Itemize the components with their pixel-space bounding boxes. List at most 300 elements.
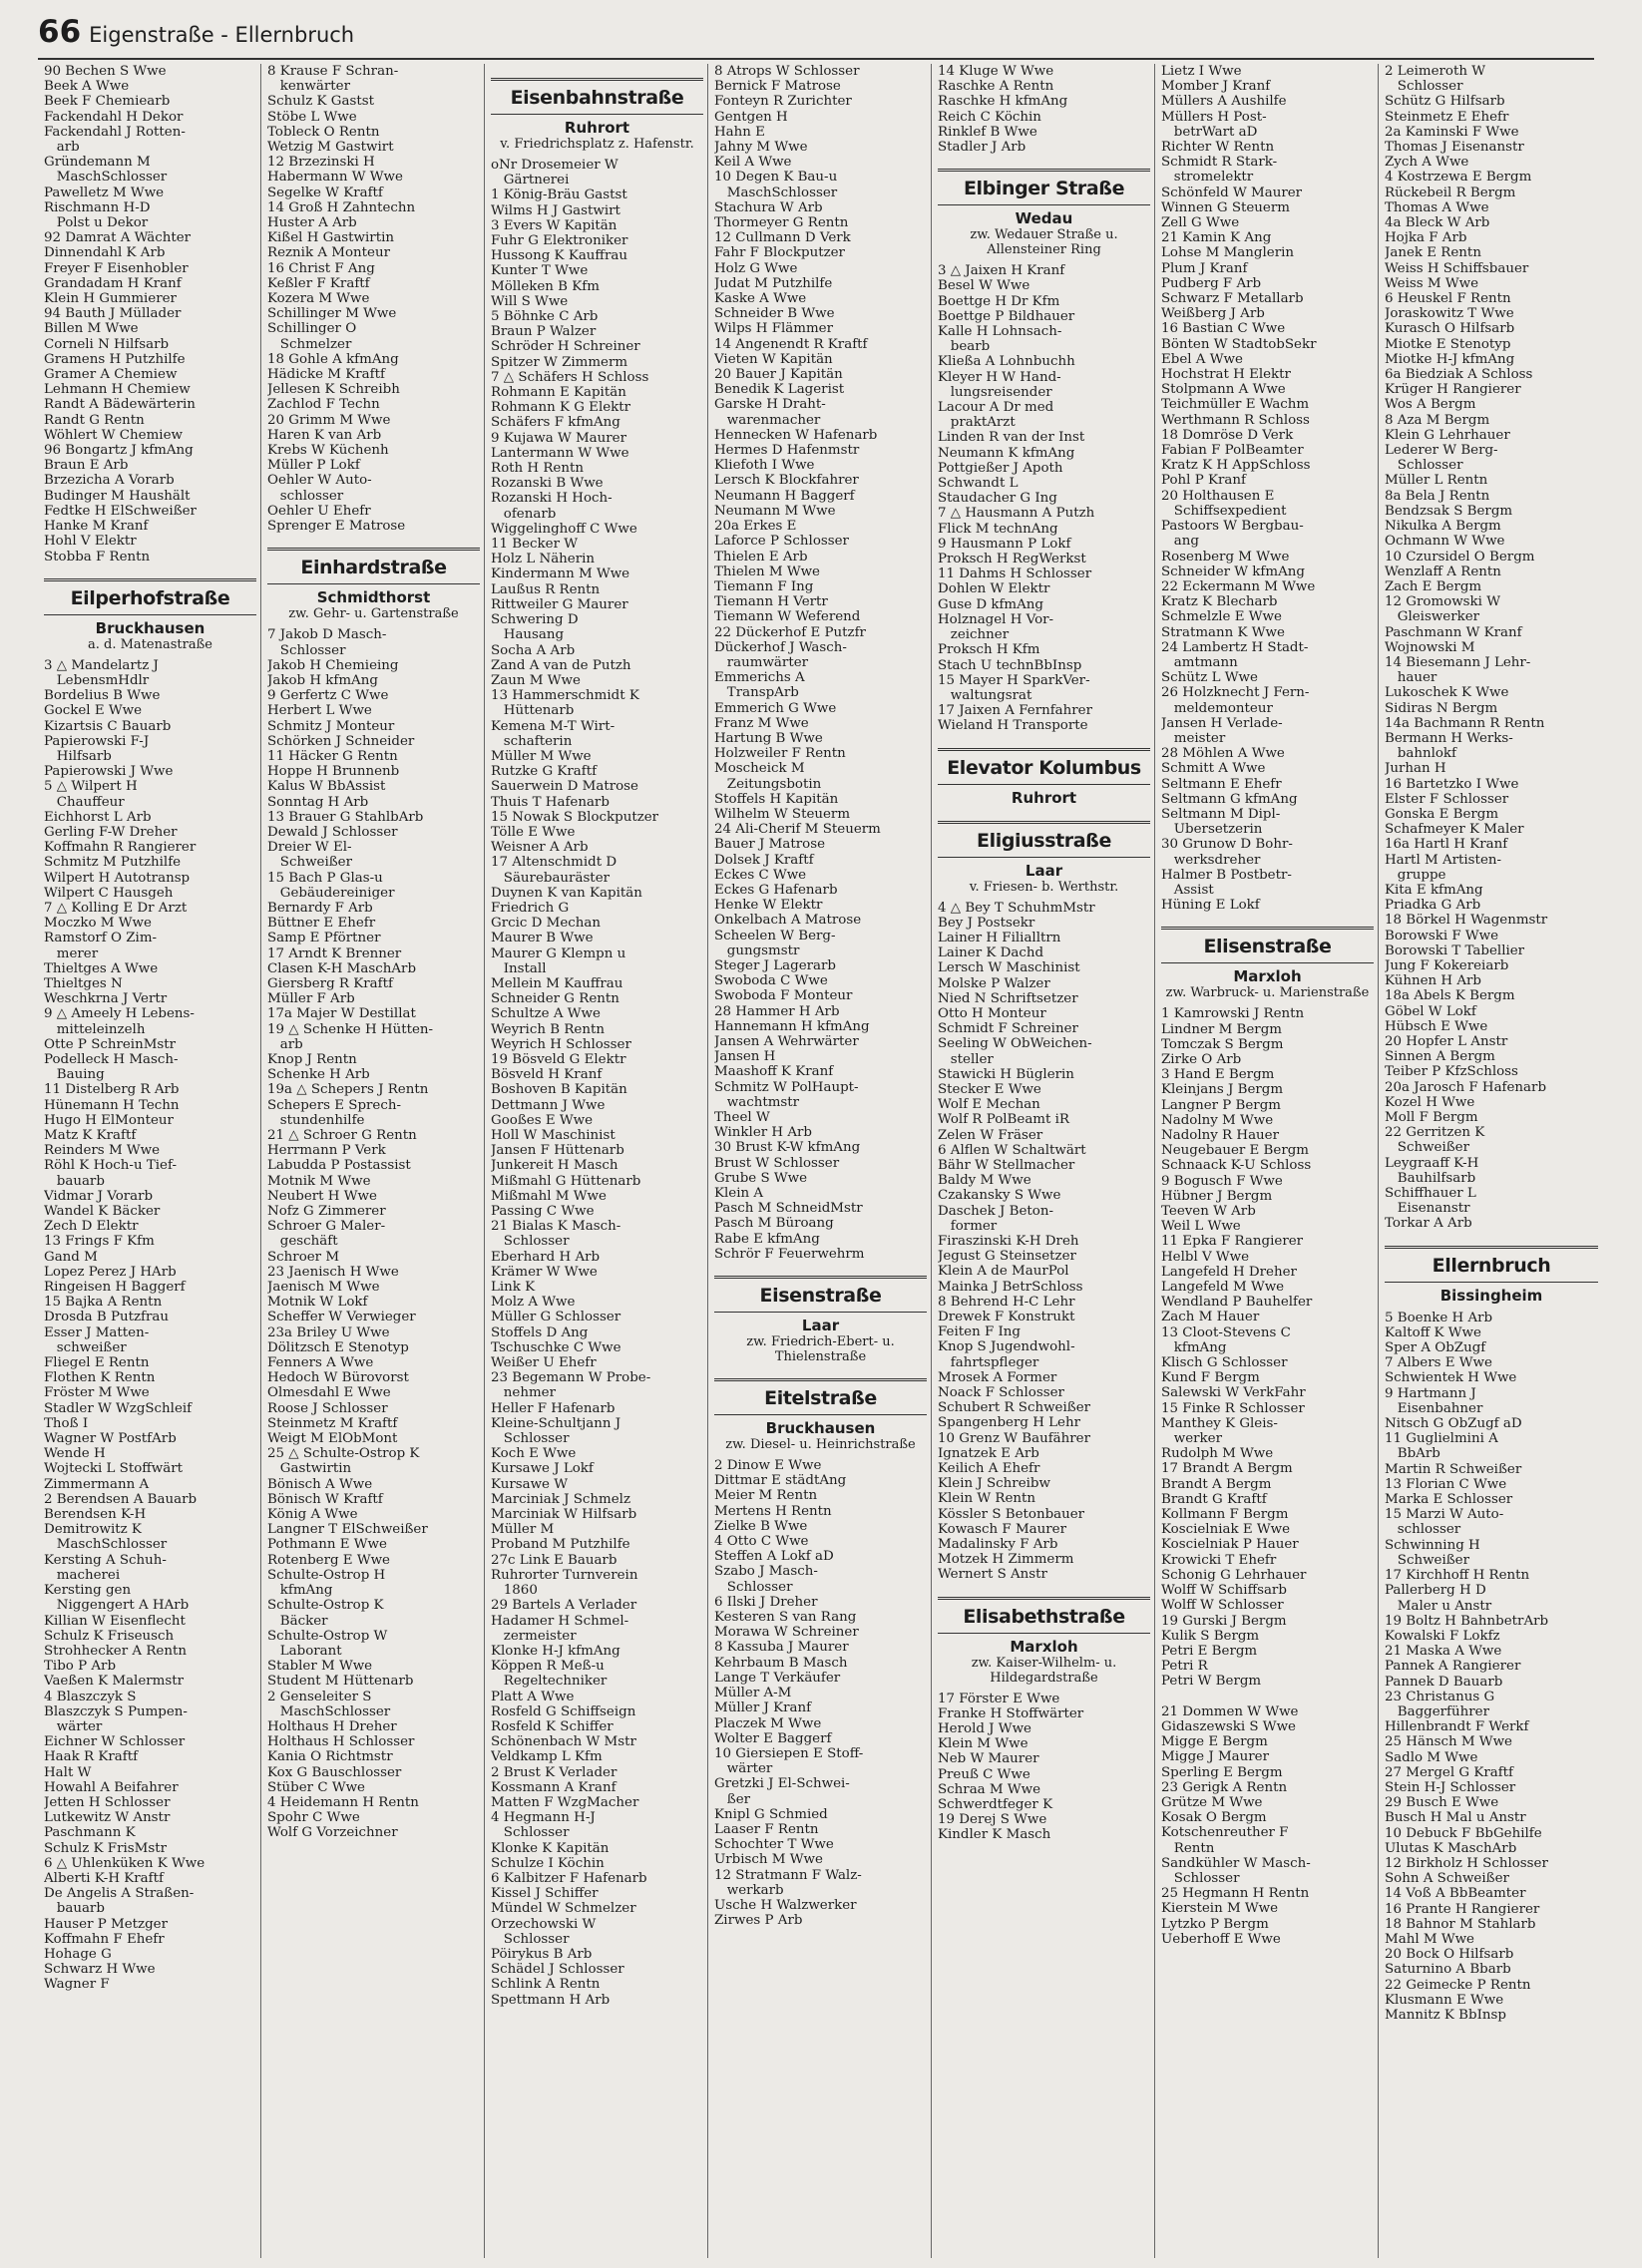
resident-entry: Weyrich B Rentn [491, 1021, 605, 1037]
resident-entry: Wolter E Baggerf [714, 1730, 832, 1746]
resident-entry: Stabler M Wwe [267, 1659, 373, 1675]
resident-entry: MaschSchlosser [44, 170, 168, 186]
resident-entry: Scheffer W Verwieger [267, 1310, 416, 1325]
resident-entry: Bönisch W Kraftf [267, 1491, 383, 1507]
resident-entry: Nofz G Zimmerer [267, 1204, 386, 1220]
resident-entry: 20 Grimm M Wwe [267, 412, 391, 428]
resident-entry: Garske H Draht- [714, 397, 826, 413]
resident-entry: Wendland P Bauhelfer [1161, 1295, 1313, 1311]
resident-entry: Holz L Näherin [491, 552, 596, 567]
resident-entry: Zimmermann A [44, 1476, 150, 1492]
resident-entry: 20a Jarosch F Hafenarb [1385, 1079, 1547, 1095]
resident-entry: Jakob H kfmAng [267, 672, 378, 688]
resident-entry: hauer [1385, 670, 1437, 686]
street-heading-block [1385, 1246, 1598, 1305]
resident-entry: Scheelen W Berg- [714, 928, 836, 944]
resident-entry: Weißberg J Arb [1161, 306, 1265, 322]
resident-entry: Hoppe H Brunnenb [267, 764, 400, 780]
resident-entry: Knop J Rentn [267, 1051, 357, 1067]
resident-entry: Lersch K Blockfahrer [714, 473, 859, 489]
resident-entry: Jansen H [714, 1049, 776, 1065]
resident-entry: Oehler U Ehefr [267, 503, 371, 519]
resident-entry: Kox G Bauschlosser [267, 1764, 402, 1780]
resident-entry: schlosser [1385, 1522, 1461, 1538]
resident-entry: Schweißer [1385, 1552, 1470, 1568]
resident-entry: 5 △ Wilpert H [44, 779, 138, 795]
resident-entry: Schiffsexpedient [1161, 503, 1287, 519]
resident-entry: Wilpert C Hausgeh [44, 885, 174, 901]
resident-entry: waltungsrat [938, 687, 1032, 703]
resident-entry: Neugebauer E Bergm [1161, 1143, 1309, 1159]
directory-column [1379, 64, 1602, 2258]
street-heading-block [938, 821, 1150, 895]
resident-entry: Zirwes P Arb [714, 1913, 803, 1929]
resident-entry: 9 △ Ameely H Lebens- [44, 1006, 195, 1022]
resident-entry: 16 Prante H Rangierer [1385, 1901, 1540, 1917]
resident-entry: Holz G Wwe [714, 260, 798, 276]
resident-entry: Szabo J Masch- [714, 1564, 818, 1580]
resident-entry: Hüttenarb [491, 703, 575, 719]
resident-entry: Schwarz F Metallarb [1161, 291, 1304, 307]
resident-entry: 17 Altenschmidt D [491, 855, 617, 871]
resident-entry: Besel W Wwe [938, 278, 1030, 294]
resident-entry: Schlosser [491, 1825, 570, 1841]
resident-entry: Kund F Bergm [1161, 1370, 1260, 1386]
resident-entry: Müllers A Aushilfe [1161, 94, 1287, 110]
resident-entry: Moscheick M [714, 761, 805, 777]
resident-entry: Thuis T Hafenarb [491, 794, 610, 810]
resident-entry: Schneider W kfmAng [1161, 564, 1305, 579]
street-location: zw. Warbruck- u. Marienstraße [1165, 985, 1370, 1001]
resident-entry: 14 Voß A BbBeamter [1385, 1886, 1526, 1902]
resident-entry: Kemena M-T Wirt- [491, 718, 616, 734]
resident-entry: Freyer F Eisenhobler [44, 260, 189, 276]
resident-entry: Gerling F-W Dreher [44, 824, 178, 840]
resident-entry: Ulutas K MaschArb [1385, 1840, 1517, 1856]
resident-entry: Billen M Wwe [44, 321, 139, 337]
resident-entry: Klein W Rentn [938, 1491, 1036, 1507]
resident-entry: Wilpert H Autotransp [44, 870, 191, 886]
resident-entry: Eichner W Schlosser [44, 1734, 186, 1750]
resident-entry: 23 Gerigk A Rentn [1161, 1779, 1288, 1795]
resident-entry: Schlosser [491, 1431, 570, 1447]
resident-entry: arb [44, 140, 80, 156]
resident-entry: Hausang [491, 627, 565, 643]
resident-entry: 20a Erkes E [714, 519, 797, 535]
resident-entry: Ringeisen H Baggerf [44, 1280, 186, 1296]
resident-entry: 2a Kaminski F Wwe [1385, 124, 1519, 140]
district-name: Marxloh [1233, 967, 1302, 986]
resident-entry: Schwarz H Wwe [44, 1962, 156, 1978]
resident-entry: Vaeßen K Malermstr [44, 1674, 185, 1690]
resident-entry: Demitrowitz K [44, 1522, 142, 1538]
resident-entry: Meier M Rentn [714, 1488, 818, 1504]
resident-entry: Lehmann H Chemiew [44, 382, 191, 398]
street-heading-block [714, 1276, 927, 1364]
resident-entry: Bauer J Matrose [714, 837, 825, 853]
resident-entry: Kehrbaum B Masch [714, 1655, 848, 1671]
resident-entry: 15 Marzi W Auto- [1385, 1507, 1504, 1523]
resident-entry: Dückerhof J Wasch- [714, 639, 847, 655]
resident-entry: Busch H Mal u Anstr [1385, 1810, 1526, 1826]
resident-entry: Koscielniak E Wwe [1161, 1522, 1291, 1538]
district-name: Bissingheim [1439, 1286, 1543, 1305]
resident-entry: Wolff W Schiffsarb [1161, 1583, 1287, 1599]
resident-entry: 17a Majer W Destillat [267, 1006, 416, 1022]
resident-entry: Brzezicha A Vorarb [44, 473, 175, 489]
street-heading-block [714, 1378, 927, 1452]
resident-entry: Marka E Schlosser [1385, 1492, 1513, 1508]
resident-entry: Bermann H Werks- [1385, 730, 1513, 746]
resident-entry: 22 Dückerhof E Putzfr [714, 624, 866, 640]
resident-entry: Spitzer W Zimmerm [491, 354, 628, 370]
resident-entry: Fackendahl H Dekor [44, 109, 184, 125]
resident-entry: De Angelis A Straßen- [44, 1886, 195, 1902]
resident-entry: Gastwirtin [267, 1461, 352, 1477]
resident-entry: 29 Bartels A Verlader [491, 1598, 637, 1614]
resident-entry: Klein A de MaurPol [938, 1264, 1069, 1280]
resident-entry: Wojnowski M [1385, 639, 1475, 655]
resident-entry: Wende H [44, 1446, 106, 1462]
resident-entry: Hübner J Bergm [1161, 1188, 1273, 1204]
resident-entry: Lantermann W Wwe [491, 445, 629, 461]
resident-entry: Kozera M Wwe [267, 291, 370, 307]
resident-entry: Gooßes E Wwe [491, 1112, 593, 1128]
resident-entry: Herbert L Wwe [267, 703, 372, 719]
resident-entry: 8 Behrend H-C Lehr [938, 1294, 1075, 1310]
resident-entry: schafterin [491, 733, 573, 749]
resident-entry: 30 Brust K-W kfmAng [714, 1140, 861, 1156]
resident-entry: Gockel E Wwe [44, 703, 143, 719]
district-name: Laar [801, 1317, 840, 1335]
resident-entry: Koffmahn F Ehefr [44, 1931, 165, 1947]
resident-entry: ang [1161, 534, 1199, 550]
resident-entry: Tschuschke C Wwe [491, 1339, 621, 1355]
resident-entry: Müller M [491, 1522, 555, 1538]
resident-entry: Eckes C Wwe [714, 867, 807, 883]
resident-entry: 10 Degen K Bau-u [714, 170, 838, 186]
resident-entry: 29 Busch E Wwe [1385, 1795, 1499, 1811]
resident-entry: Raschke A Rentn [938, 79, 1054, 95]
resident-entry: 25 △ Schulte-Ostrop K [267, 1446, 420, 1462]
resident-entry: 2 Leimeroth W [1385, 64, 1485, 79]
resident-entry: Koch E Wwe [491, 1446, 577, 1462]
resident-entry: 13 Frings F Kfm [44, 1234, 155, 1250]
street-location: a. d. Matenastraße [88, 636, 212, 652]
resident-entry: 27c Link E Bauarb [491, 1552, 617, 1568]
resident-entry: 30 Grunow D Bohr- [1161, 837, 1293, 853]
resident-entry: Reznik A Monteur [267, 245, 390, 261]
street-location: v. Friedrichsplatz z. Hafenstr. [500, 137, 694, 152]
resident-entry: 12 Cullmann D Verk [714, 230, 851, 246]
resident-entry: Jahny M Wwe [714, 140, 808, 156]
resident-entry: Boshoven B Kapitän [491, 1082, 627, 1098]
resident-entry: Eichhorst L Arb [44, 809, 152, 825]
resident-entry: Schwientek H Wwe [1385, 1370, 1517, 1386]
resident-entry: raumwärter [714, 654, 809, 670]
resident-entry: Schneider G Rentn [491, 991, 619, 1007]
resident-entry: Richter W Rentn [1161, 140, 1275, 156]
resident-entry: Grube S Wwe [714, 1170, 808, 1186]
resident-entry: Thoß I [44, 1415, 89, 1431]
resident-entry: Stoffels H Kapitän [714, 791, 839, 807]
resident-entry: Thielen M Wwe [714, 564, 820, 579]
resident-entry: praktArzt [938, 415, 1016, 431]
resident-entry: werker [1161, 1431, 1222, 1447]
resident-entry: Seltmann M Dipl- [1161, 806, 1281, 822]
resident-entry: Halmer B Postbetr- [1161, 867, 1292, 883]
resident-entry: Müller L Rentn [1385, 473, 1488, 489]
resident-entry: Bauing [44, 1067, 105, 1083]
resident-entry: Kühnen H Arb [1385, 973, 1481, 989]
resident-entry: Drewek F Konstrukt [938, 1310, 1075, 1324]
resident-entry: 19 Gurski J Bergm [1161, 1613, 1287, 1629]
resident-entry: Übersetzerin [1161, 822, 1263, 838]
resident-entry: Budinger M Haushält [44, 488, 191, 504]
resident-entry: Martin R Schweißer [1385, 1461, 1522, 1477]
resident-entry: Klonke K Kapitän [491, 1840, 610, 1856]
resident-entry: Passing C Wwe [491, 1204, 595, 1220]
resident-entry: bauarb [44, 1901, 105, 1917]
resident-entry: 5 Böhnke C Arb [491, 309, 599, 325]
resident-entry: Zach M Hauer [1161, 1310, 1260, 1325]
resident-entry: Steinmetz M Kraftf [267, 1415, 398, 1431]
resident-entry: 20 Hopfer L Anstr [1385, 1034, 1508, 1049]
resident-entry: Mißmahl M Wwe [491, 1188, 607, 1204]
resident-entry: ofenarb [491, 506, 557, 522]
resident-entry: ßer [714, 1791, 751, 1807]
resident-entry: Hünemann H Techn [44, 1097, 180, 1113]
resident-entry: Rutzke G Kraftf [491, 764, 598, 780]
resident-entry: Müller P Lokf [267, 458, 360, 474]
resident-entry: Kratz K H AppSchloss [1161, 458, 1311, 474]
resident-entry: Mannitz K BbInsp [1385, 2007, 1506, 2023]
resident-entry: Klonke H-J kfmAng [491, 1643, 620, 1659]
resident-entry: Schultze A Wwe [491, 1006, 601, 1022]
resident-entry: 14 Angenendt R Kraftf [714, 336, 868, 352]
resident-entry: Matz K Kraftf [44, 1128, 137, 1143]
resident-entry: Stoffels D Ang [491, 1324, 589, 1340]
resident-entry: Mainka J BetrSchloss [938, 1279, 1083, 1295]
resident-entry: Wilps H Flämmer [714, 321, 834, 337]
resident-entry: Schönenbach W Mstr [491, 1734, 636, 1750]
resident-entry: Zeitungsbotin [714, 776, 822, 792]
resident-entry: Wagner F [44, 1977, 110, 1993]
resident-entry: Gründemann M [44, 155, 151, 171]
resident-entry: Maurer G Klempn u [491, 945, 626, 961]
resident-entry: Firaszinski K-H Dreh [938, 1233, 1079, 1249]
resident-entry: Elster F Schlosser [1385, 791, 1509, 807]
resident-entry: 17 Kirchhoff H Rentn [1385, 1568, 1530, 1584]
resident-entry: Müller A-M [714, 1686, 792, 1701]
resident-entry: Klein H Gummierer [44, 291, 177, 307]
resident-entry: 16 Bastian C Wwe [1161, 321, 1286, 337]
resident-entry: 1 König-Bräu Gastst [491, 188, 627, 203]
resident-entry: Lacour A Dr med [938, 400, 1054, 416]
street-location: v. Friesen- b. Werthstr. [969, 879, 1119, 895]
resident-entry: Borowski F Wwe [1385, 928, 1499, 944]
resident-entry: 26 Holzknecht J Fern- [1161, 685, 1310, 701]
resident-entry: Mißmahl G Hüttenarb [491, 1173, 641, 1189]
resident-entry: Kania O Richtmstr [267, 1749, 393, 1765]
resident-entry: 3 △ Jaixen H Kranf [938, 263, 1065, 279]
resident-entry: Zaun M Wwe [491, 672, 581, 688]
resident-entry: Schlosser [267, 642, 346, 658]
resident-entry: Sauerwein D Matrose [491, 779, 638, 795]
district-name: Ruhrort [564, 119, 630, 137]
resident-entry: Sohn A Schweißer [1385, 1871, 1509, 1887]
resident-entry: Randt A Bädewärterin [44, 397, 196, 413]
resident-entry: Steffen A Lokf aD [714, 1549, 834, 1565]
resident-entry: kfmAng [267, 1583, 333, 1599]
resident-entry: Motnik M Wwe [267, 1173, 371, 1189]
resident-entry: 10 Czursidel O Bergm [1385, 549, 1535, 565]
resident-entry: 17 Jaixen A Fernfahrer [938, 703, 1093, 719]
resident-entry: 6 Ilski J Dreher [714, 1594, 818, 1610]
resident-entry: Tomczak S Bergm [1161, 1036, 1284, 1052]
resident-entry: Kaltoff K Wwe [1385, 1324, 1481, 1340]
resident-entry: 90 Bechen S Wwe [44, 64, 167, 79]
resident-entry: Müller F Arb [267, 991, 355, 1007]
resident-entry: Müller M Wwe [491, 748, 592, 764]
resident-entry: bearb [938, 339, 991, 355]
resident-entry: Klein M Wwe [938, 1736, 1028, 1752]
street-name: Elbinger Straße [938, 169, 1150, 205]
street-location: zw. Kaiser-Wilhelm- u. Hildegardstraße [971, 1655, 1117, 1686]
resident-entry: Kersting gen [44, 1583, 132, 1599]
resident-entry: Oehler W Auto- [267, 473, 372, 489]
resident-entry: Neubert H Wwe [267, 1188, 377, 1204]
resident-entry: 16a Hartl H Kranf [1385, 837, 1508, 853]
resident-entry: Neumann M Wwe [714, 503, 836, 519]
resident-entry: Sadlo M Wwe [1385, 1749, 1478, 1765]
resident-entry: Molske P Walzer [938, 975, 1050, 991]
resident-entry: fahrtspfleger [938, 1354, 1039, 1370]
resident-entry: Leygraaff K-H [1385, 1155, 1479, 1171]
resident-entry: Kulik S Bergm [1161, 1628, 1260, 1644]
resident-entry: 10 Giersiepen E Stoff- [714, 1745, 864, 1761]
resident-entry: Schmelzle E Wwe [1161, 609, 1282, 625]
resident-entry: Schubert R Schweißer [938, 1400, 1091, 1416]
resident-entry: Langefeld H Dreher [1161, 1264, 1297, 1280]
resident-entry: Kesteren S van Rang [714, 1610, 857, 1626]
resident-entry: 13 Hammerschmidt K [491, 688, 639, 704]
resident-entry: Stolpmann A Wwe [1161, 382, 1286, 398]
resident-entry: Gidaszewski S Wwe [1161, 1718, 1296, 1734]
resident-entry: Eisenanstr [1385, 1201, 1470, 1217]
resident-entry: Gonska E Bergm [1385, 806, 1499, 822]
resident-entry: Bäcker [267, 1613, 328, 1629]
resident-entry: Sperling E Bergm [1161, 1764, 1283, 1780]
resident-entry: Schlosser [714, 1579, 793, 1595]
resident-entry: Dölitzsch E Stenotyp [267, 1339, 409, 1355]
resident-entry: Haren K van Arb [267, 427, 382, 443]
resident-entry: Kleyer H W Hand- [938, 369, 1061, 385]
resident-entry: Urbisch M Wwe [714, 1852, 823, 1868]
resident-entry: Thomas J Eisenanstr [1385, 140, 1524, 156]
resident-entry: Reinders M Wwe [44, 1143, 161, 1159]
resident-entry: 21 Bialas K Masch- [491, 1219, 621, 1235]
resident-entry: Brandt G Kraftf [1161, 1491, 1267, 1507]
resident-entry: Grcic D Mechan [491, 916, 601, 932]
resident-entry: 12 Gromowski W [1385, 594, 1500, 610]
resident-entry: Schonig G Lehrhauer [1161, 1567, 1307, 1583]
resident-entry: 20 Bauer J Kapitän [714, 367, 843, 383]
resident-entry: Schönfeld W Maurer [1161, 185, 1303, 200]
resident-entry: Thomas A Wwe [1385, 199, 1489, 215]
resident-entry: 20 Holthausen E [1161, 488, 1275, 504]
resident-entry: Helbl V Wwe [1161, 1249, 1250, 1265]
resident-entry: Rabe E kfmAng [714, 1231, 820, 1247]
resident-entry: 21 Dommen W Wwe [1161, 1703, 1299, 1719]
resident-entry: Schmidt R Stark- [1161, 155, 1278, 171]
resident-entry: Schneider B Wwe [714, 306, 835, 322]
resident-entry: 28 Hammer H Arb [714, 1003, 840, 1019]
directory-column [38, 64, 261, 2258]
resident-entry: 13 Cloot-Stevens C [1161, 1324, 1291, 1340]
resident-entry: Noack F Schlosser [938, 1385, 1064, 1401]
resident-entry: Gärtnerei [491, 173, 570, 189]
resident-entry: Jung F Kokereiarb [1385, 957, 1509, 973]
resident-entry: 24 Ali-Cherif M Steuerm [714, 822, 881, 838]
resident-entry: Stratmann K Wwe [1161, 624, 1285, 640]
resident-entry: Schmelzer [267, 336, 352, 352]
resident-entry: Wolf G Vorzeichner [267, 1825, 398, 1841]
resident-entry: Moll F Bergm [1385, 1110, 1478, 1126]
resident-entry: Schlosser [491, 1234, 570, 1250]
resident-entry: Stach U technBbInsp [938, 657, 1082, 673]
resident-entry: Friedrich G [491, 900, 570, 916]
resident-entry: Braun E Arb [44, 458, 129, 474]
resident-entry: Wiggelinghoff C Wwe [491, 521, 637, 537]
resident-entry: former [938, 1218, 998, 1234]
resident-entry: Keßler F Kraftf [267, 275, 370, 291]
district-name: Marxloh [1010, 1637, 1078, 1656]
resident-entry: Torkar A Arb [1385, 1216, 1472, 1232]
resident-entry: Morawa W Schreiner [714, 1625, 859, 1641]
resident-entry: Placzek M Wwe [714, 1715, 822, 1731]
resident-entry: Samp E Pförtner [267, 931, 381, 946]
resident-entry: geschäft [267, 1234, 338, 1250]
street-name: Elevator Kolumbus [938, 748, 1150, 785]
resident-entry: Fuhr G Elektroniker [491, 233, 628, 249]
resident-entry: Klein J Schreibw [938, 1476, 1050, 1492]
resident-entry: Mölleken B Kfm [491, 278, 600, 294]
resident-entry: Seeling W ObWeichen- [938, 1036, 1092, 1052]
resident-entry: Gleiswerker [1385, 609, 1480, 625]
resident-entry: Zelen W Fräser [938, 1127, 1043, 1143]
resident-entry: 23 Begemann W Probe- [491, 1370, 651, 1386]
resident-entry: 3 Evers W Kapitän [491, 217, 617, 233]
resident-entry: Wilms H J Gastwirt [491, 202, 620, 218]
resident-entry: 13 Brauer G StahlbArb [267, 809, 424, 825]
street-location: zw. Wedauer Straße u. Allensteiner Ring [970, 227, 1118, 258]
resident-entry: 1860 [491, 1583, 538, 1599]
resident-entry: Schulte-Ostrop K [267, 1598, 384, 1614]
resident-entry: Link K [491, 1280, 536, 1296]
resident-entry: Thormeyer G Rentn [714, 215, 849, 231]
resident-entry: Gramer A Chemiew [44, 367, 178, 383]
resident-entry: Säurebauräster [491, 870, 611, 886]
resident-entry: Hedoch W Bürovorst [267, 1370, 409, 1386]
resident-entry: 4 △ Bey T SchuhmMstr [938, 900, 1095, 916]
street-heading-block [267, 548, 480, 621]
resident-entry: Rudolph M Wwe [1161, 1446, 1274, 1462]
resident-entry: Holthaus H Schlosser [267, 1734, 415, 1750]
street-name: Elisenstraße [1161, 927, 1374, 963]
resident-entry: 11 Guglielmini A [1385, 1431, 1498, 1447]
resident-entry: Fedtke H ElSchweißer [44, 503, 197, 519]
